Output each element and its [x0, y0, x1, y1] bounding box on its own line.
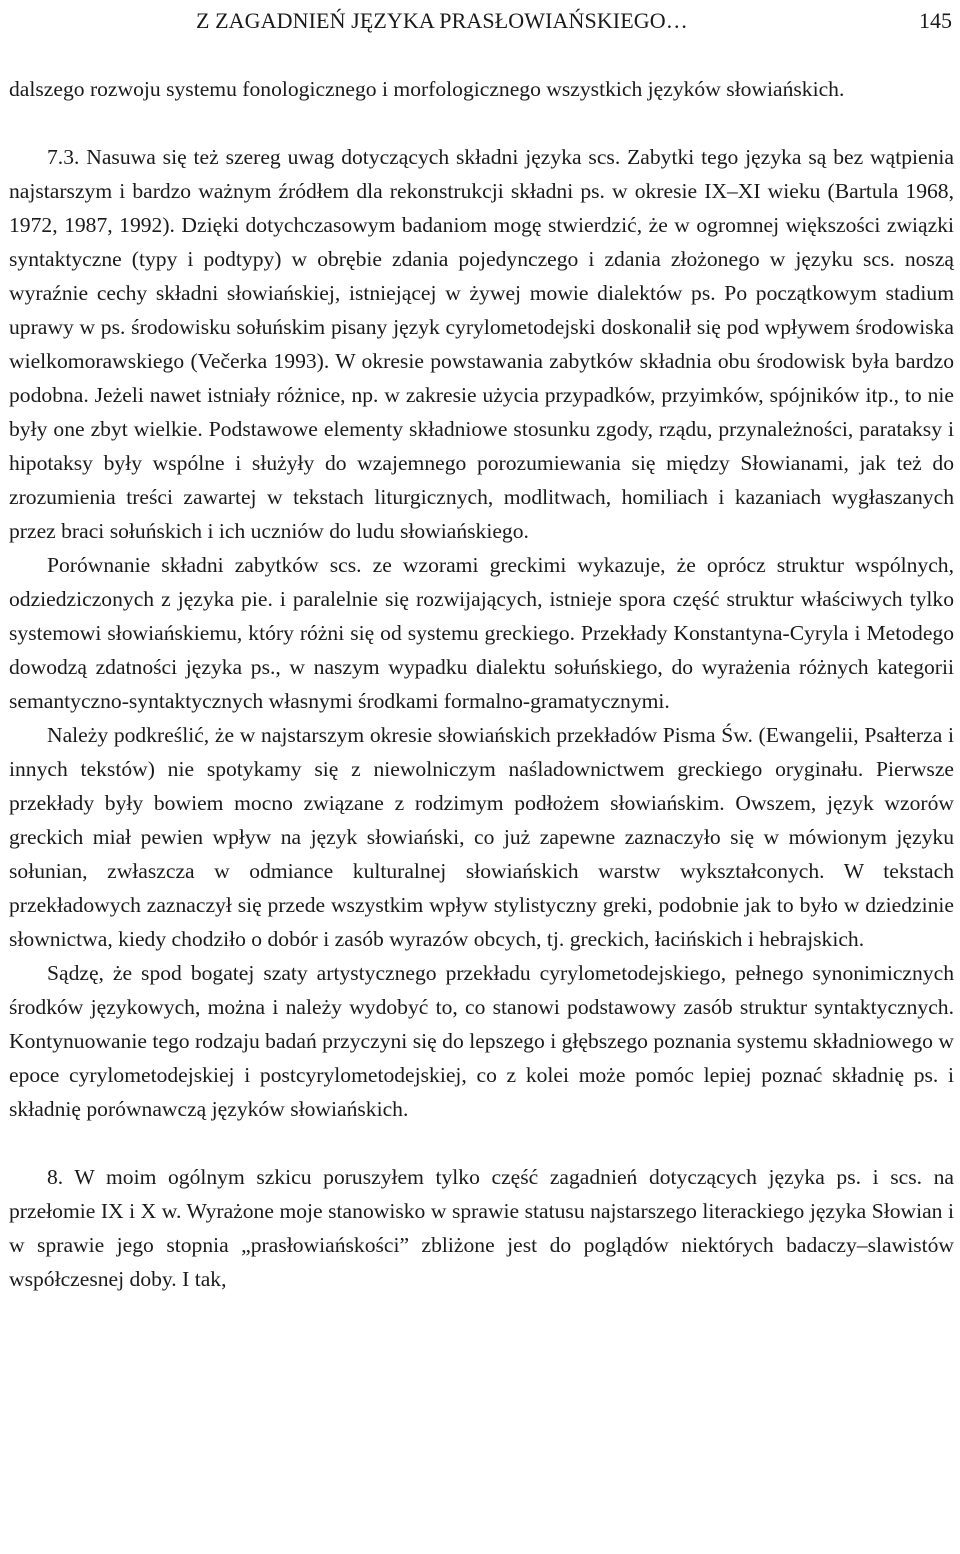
paragraph-translations: Należy podkreślić, że w najstarszym okresie słowiańskich przekładów Pisma Św. (Ewangelii, Psałterza i innych tekstów) nie spotykamy się z niewolniczym naśladownictwem greckiego oryginału. Pierwsze przekłady były bowiem mocno związane z rodzimym podłożem słowiańskim. Owszem, język wzorów greckich miał pewien wpływ na język słowiański, co już zapewne zaznaczyło się w mówionym języku sołunian, zwłaszcza w odmiance kulturalnej słowiańskich warstw wykształconych. W tekstach przekładowych zaznaczył się przede wszystkim wpływ stylistyczny greki, podobnie jak to było w dziedzinie słownictwa, kiedy chodziło o dobór i zasób wyrazów obcych, tj. greckich, łacińskich i hebrajskich.	[9, 723, 954, 951]
running-title: Z ZAGADNIEŃ JĘZYKA PRASŁOWIAŃSKIEGO…	[196, 8, 688, 33]
running-header	[196, 4, 952, 38]
page-number: 145	[919, 8, 952, 33]
paragraph-conclusion: Sądzę, że spod bogatej szaty artystycznego przekładu cyrylometodejskiego, pełnego synonimicznych środków językowych, można i należy wydobyć to, co stanowi podstawowy zasób struktur syntaktycznych. Kontynuowanie tego rodzaju badań przyczyni się do lepszego i głębszego poznania systemu składniowego w epoce cyrylometodejskiej i postcyrylometodejskiej, co z kolei może pomóc lepiej poznać składnię ps. i składnię porównawczą języków słowiańskich.	[9, 961, 954, 1121]
paragraph-continuation: dalszego rozwoju systemu fonologicznego i morfologicznego wszystkich języków słowiańskich.	[9, 77, 845, 101]
paragraph-comparison: Porównanie składni zabytków scs. ze wzorami greckimi wykazuje, że oprócz struktur wspólnych, odziedziczonych z języka pie. i paralelnie się rozwijających, istnieje spora część struktur właściwych tylko systemowi słowiańskiemu, który różni się od systemu greckiego. Przekłady Konstantyna-Cyryla i Metodego dowodzą zdatności języka ps., w naszym wypadku dialektu sołuńskiego, do wyrażenia różnych kategorii semantyczno-syntaktycznych własnymi środkami formalno-gramatycznymi.	[9, 553, 954, 713]
body-text	[9, 72, 954, 1296]
paragraph-section-7-3: 7.3. Nasuwa się też szereg uwag dotyczących składni języka scs. Zabytki tego języka są bez wątpienia najstarszym i bardzo ważnym źródłem dla rekonstrukcji składni ps. w okresie IX–XI wieku (Bartula 1968, 1972, 1987, 1992). Dzięki dotychczasowym badaniom mogę stwierdzić, że w ogromnej większości związki syntaktyczne (typy i podtypy) w obrębie zdania pojedynczego i zdania złożonego w języku scs. noszą wyraźnie cechy składni słowiańskiej, istniejącej w żywej mowie dialektów ps. Po początkowym stadium uprawy w ps. środowisku sołuńskim pisany język cyrylometodejski doskonalił się pod wpływem środowiska wielkomorawskiego (Večerka 1993). W okresie powstawania zabytków składnia obu środowisk była bardzo podobna. Jeżeli nawet istniały różnice, np. w zakresie użycia przypadków, przyimków, spójników itp., to nie były one zbyt wielkie. Podstawowe elementy składniowe stosunku zgody, rządu, przynależności, parataksy i hipotaksy były wspólne i służyły do wzajemnego porozumiewania się między Słowianami, jak też do zrozumienia treści zawartej w tekstach liturgicznych, modlitwach, homiliach i kazaniach wygłaszanych przez braci sołuńskich i ich uczniów do ludu słowiańskiego.	[9, 145, 954, 543]
paragraph-section-8: 8. W moim ogólnym szkicu poruszyłem tylko część zagadnień dotyczących języka ps. i scs. na przełomie IX i X w. Wyrażone moje stanowisko w sprawie statusu najstarszego literackiego języka Słowian i w sprawie jego stopnia „prasłowiańskości” zbliżone jest do poglądów niektórych badaczy–slawistów współczesnej doby. I tak,	[9, 1165, 954, 1291]
